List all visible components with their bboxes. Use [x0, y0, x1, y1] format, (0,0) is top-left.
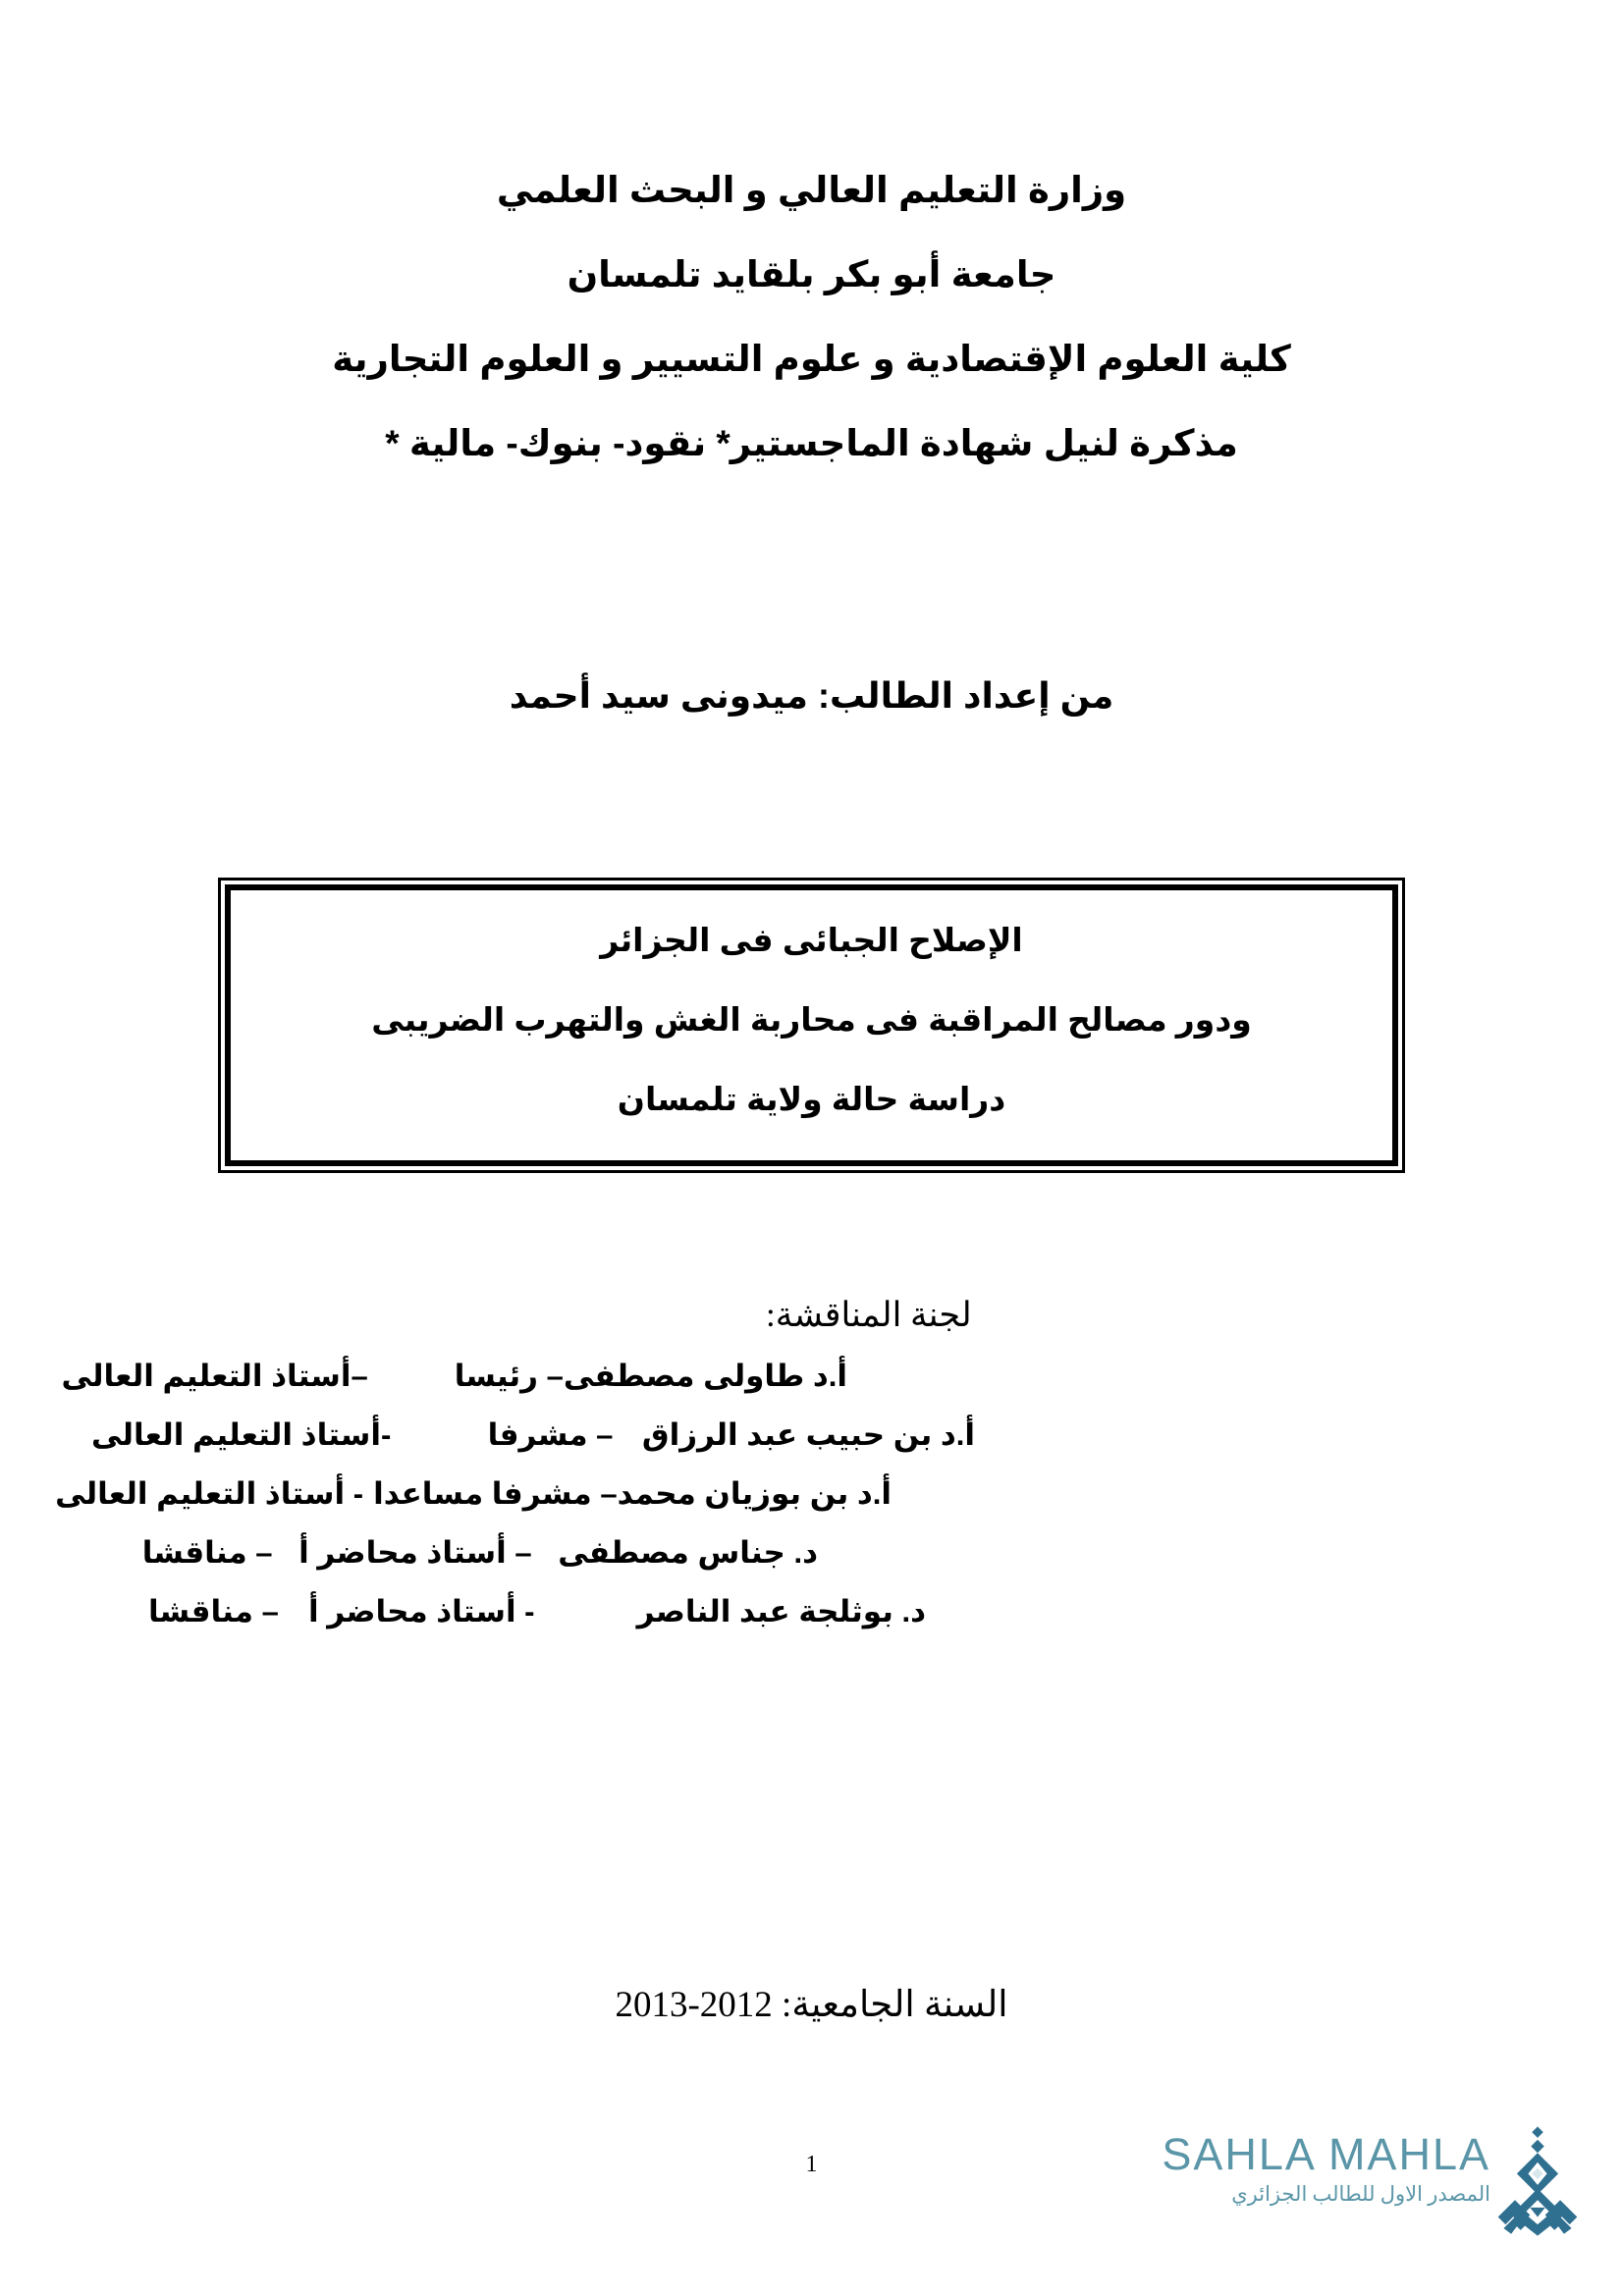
- watermark-title: SAHLA MAHLA: [1162, 2129, 1490, 2179]
- jury-member-name: أ.د طاولى مصطفى: [563, 1359, 847, 1393]
- jury-member-role: – مشرفا: [487, 1417, 614, 1452]
- degree-line: مذكرة لنيل شهادة الماجستير* نقود- بنوك- مالية *: [385, 423, 1238, 463]
- jury-member-name: أ.د بن حبيب عبد الرزاق: [641, 1417, 975, 1452]
- jury-member-role: – أستاذ محاضر أ: [298, 1535, 532, 1570]
- jury-member-name: د. جناس مصطفى: [558, 1535, 818, 1570]
- academic-year-line: السنة الجامعية: 2012-2013: [615, 1985, 1008, 2025]
- header-block: [0, 172, 1623, 509]
- sahla-mahla-logo-icon: [1490, 2126, 1585, 2236]
- thesis-title-box: [218, 878, 1405, 1173]
- university-line: جامعة أبو بكر بلقايد تلمسان: [567, 254, 1056, 294]
- jury-heading: لجنة المناقشة:: [766, 1296, 972, 1334]
- thesis-title-line-2: ودور مصالح المراقبة فى محاربة الغش والتهرب الضريبى: [371, 1001, 1252, 1038]
- jury-row: [88, 1537, 1535, 1568]
- jury-member-rank: –أستاذ التعليم العالى: [61, 1359, 368, 1393]
- watermark-subtitle: المصدر الاول للطالب الجزائري: [1231, 2182, 1490, 2206]
- jury-member-rank: - أستاذ التعليم العالى: [55, 1476, 364, 1511]
- jury-member-rank: – مناقشا: [148, 1594, 279, 1629]
- jury-row: [55, 1476, 1535, 1511]
- jury-member-role: – رئيسا: [454, 1359, 564, 1393]
- student-name-line: من إعداد الطالب: ميدونى سيد أحمد: [509, 675, 1114, 716]
- ministry-line: وزارة التعليم العالي و البحث العلمي: [496, 170, 1127, 210]
- faculty-line: كلية العلوم الإقتصادية و علوم التسيير و العلوم التجارية: [332, 339, 1291, 379]
- jury-member-rank: -أستاذ التعليم العالى: [90, 1417, 392, 1452]
- jury-row: [88, 1419, 1535, 1450]
- jury-row: [88, 1596, 1535, 1627]
- jury-member-name: د. بوثلجة عبد الناصر: [636, 1594, 926, 1629]
- page-number: 1: [805, 2152, 818, 2177]
- jury-member-role: – مشرفا مساعدا: [373, 1476, 618, 1511]
- jury-member-role: - أستاذ محاضر أ: [307, 1594, 535, 1629]
- watermark-text: [1157, 2126, 1490, 2207]
- thesis-title-line-3: دراسة حالة ولاية تلمسان: [617, 1081, 1006, 1117]
- thesis-title-box-inner: [225, 884, 1398, 1166]
- jury-member-rank: – مناقشا: [141, 1535, 273, 1570]
- jury-section: [55, 1296, 1535, 1655]
- sahla-mahla-watermark: [1157, 2126, 1579, 2244]
- thesis-title-line-1: الإصلاح الجبائى فى الجزائر: [600, 922, 1023, 958]
- jury-row: [61, 1359, 1535, 1393]
- jury-member-name: أ.د بن بوزيان محمد: [617, 1476, 892, 1511]
